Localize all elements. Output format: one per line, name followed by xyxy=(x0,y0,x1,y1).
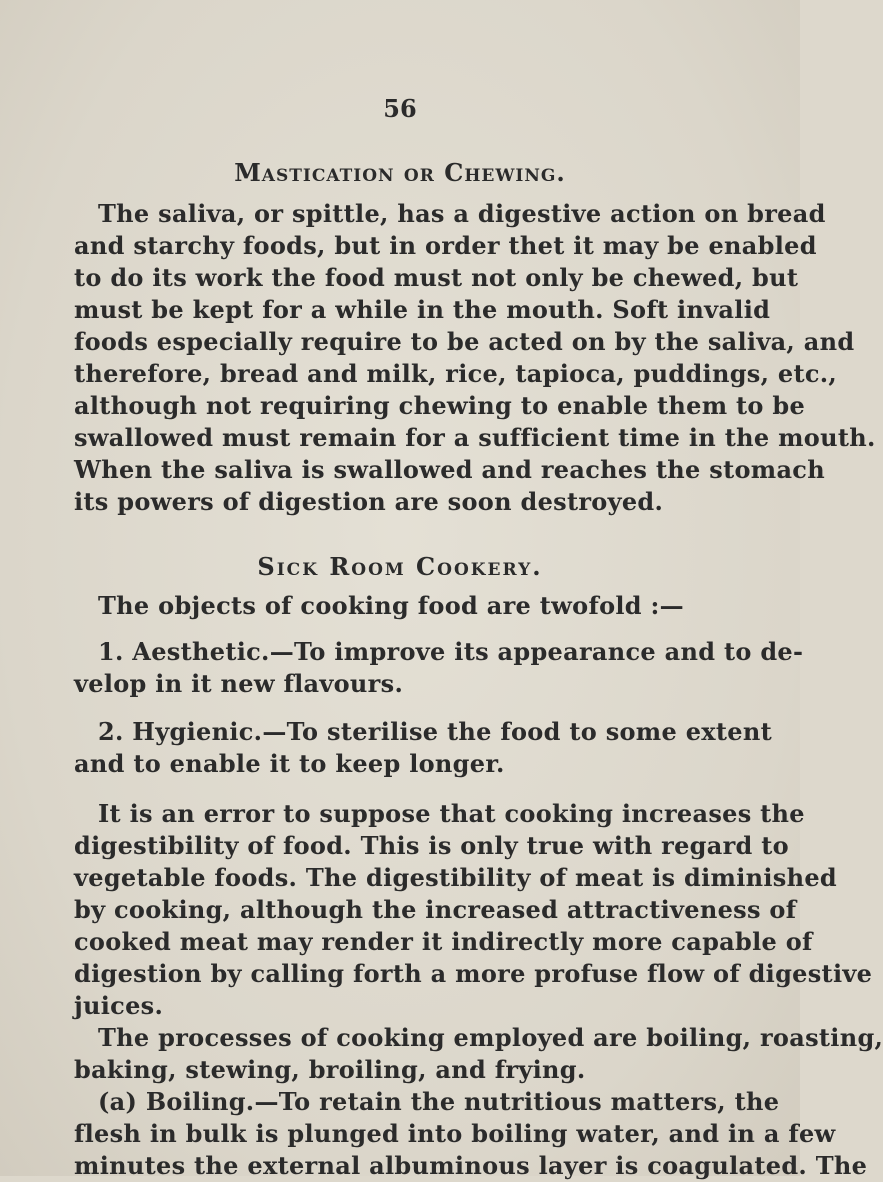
paragraph-line: must be kept for a while in the mouth. Soft invalid xyxy=(74,295,771,324)
paragraph-line: The processes of cooking employed are boiling, roasting, xyxy=(98,1023,883,1052)
list-item-hygienic: 2. Hygienic.—To sterilise the food to some extent xyxy=(98,717,772,746)
list-item-aesthetic: 1. Aesthetic.—To improve its appearance and to de- xyxy=(98,637,804,666)
paragraph-line: When the saliva is swallowed and reaches the stomach xyxy=(74,455,825,484)
paragraph-line-boiling: (a) Boiling.—To retain the nutritious matters, the xyxy=(98,1087,780,1116)
paragraph-line: vegetable foods. The digestibility of meat is diminished xyxy=(74,863,838,892)
section-heading-sick-room: Sick Room Cookery. xyxy=(257,552,543,581)
paragraph-line: The objects of cooking food are twofold :— xyxy=(98,591,684,620)
section-heading-mastication: Mastication or Chewing. xyxy=(234,158,566,187)
paragraph-line: digestion by calling forth a more profuse flow of digestive xyxy=(74,959,873,988)
page-number: 56 xyxy=(383,94,417,123)
paragraph-line: and starchy foods, but in order thet it may be enabled xyxy=(74,231,817,260)
paragraph-line: baking, stewing, broiling, and frying. xyxy=(74,1055,586,1084)
paragraph-line: by cooking, although the increased attractiveness of xyxy=(74,895,797,924)
paragraph-line: velop in it new flavours. xyxy=(74,669,404,698)
paragraph-line: foods especially require to be acted on by the saliva, and xyxy=(74,327,855,356)
paragraph-line: and to enable it to keep longer. xyxy=(74,749,505,778)
paragraph-line: swallowed must remain for a sufficient time in the mouth. xyxy=(74,423,876,452)
paragraph-line: although not requiring chewing to enable them to be xyxy=(74,391,806,420)
paragraph-line: minutes the external albuminous layer is coagulated. The xyxy=(74,1151,868,1180)
paragraph-line: digestibility of food. This is only true with regard to xyxy=(74,831,789,860)
paragraph-line: to do its work the food must not only be chewed, but xyxy=(74,263,799,292)
paragraph-line: juices. xyxy=(74,991,164,1020)
paragraph-line: flesh in bulk is plunged into boiling water, and in a few xyxy=(74,1119,836,1148)
paragraph-line: its powers of digestion are soon destroyed. xyxy=(74,487,664,516)
paragraph-line: cooked meat may render it indirectly more capable of xyxy=(74,927,813,956)
paragraph-line: It is an error to suppose that cooking increases the xyxy=(98,799,805,828)
paragraph-line: therefore, bread and milk, rice, tapioca, puddings, etc., xyxy=(74,359,838,388)
paragraph-line: The saliva, or spittle, has a digestive action on bread xyxy=(98,199,826,228)
